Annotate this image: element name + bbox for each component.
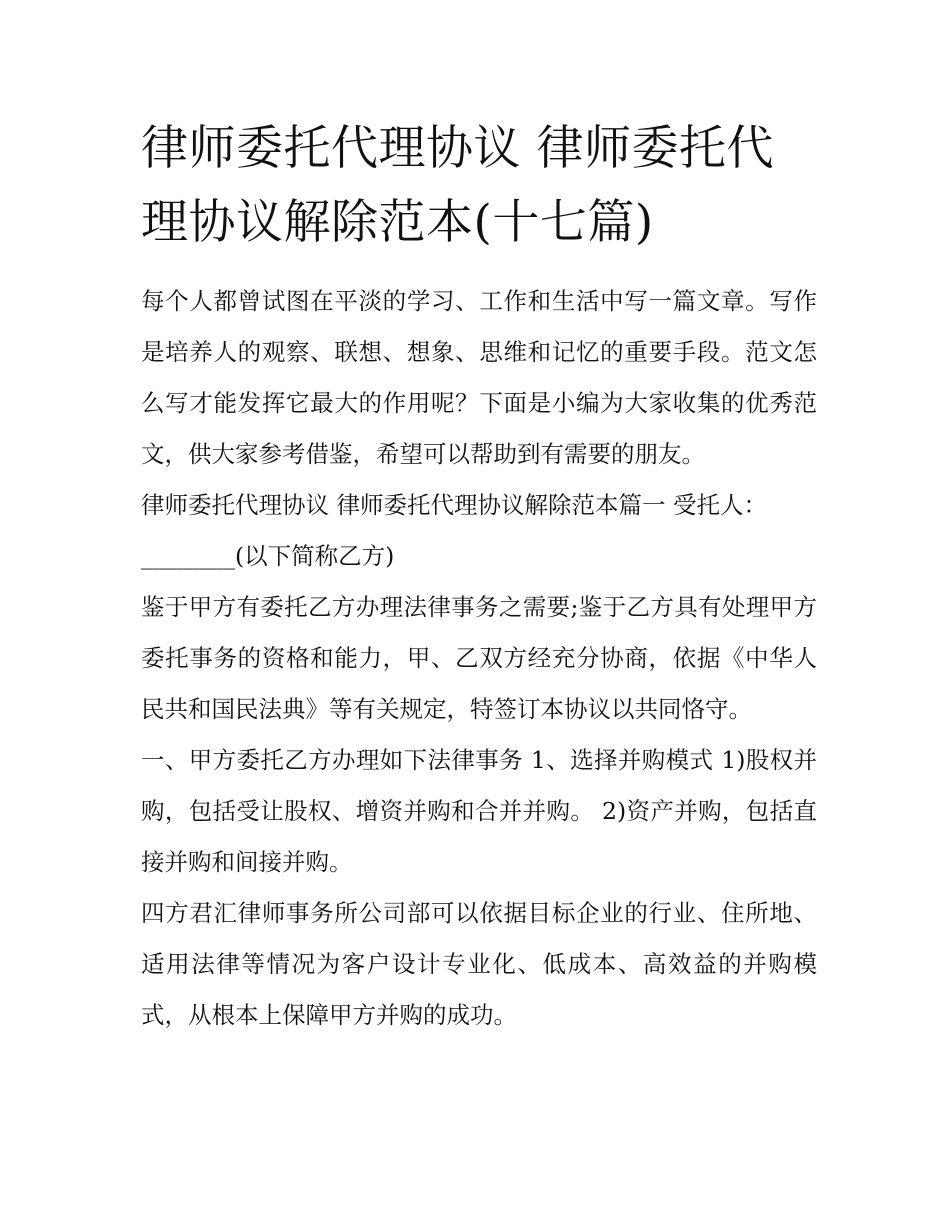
document-title: 律师委托代理协议 律师委托代理协议解除范本(十七篇): [141, 121, 774, 250]
section-heading-paragraph: 律师委托代理协议 律师委托代理协议解除范本篇一 受托人：: [141, 491, 767, 519]
document-page: [141, 112, 817, 1041]
recital-paragraph: 鉴于甲方有委托乙方办理法律事务之需要;鉴于乙方具有处理甲方委托事务的资格和能力，甲、乙双方经充分协商，依据《中华人民共和国民法典》等有关规定，特签订本协议以共同恪守。: [141, 593, 817, 723]
clause-one-paragraph: 一、甲方委托乙方办理如下法律事务 1、选择并购模式 1)股权并购，包括受让股权、增资并购和合并并购。 2)资产并购，包括直接并购和间接并购。: [141, 746, 817, 876]
firm-description-paragraph: 四方君汇律师事务所公司部可以依据目标企业的行业、住所地、适用法律等情况为客户设计专业化、低成本、高效益的并购模式，从根本上保障甲方并购的成功。: [141, 899, 817, 1029]
document-body: [141, 276, 817, 1041]
party-b-blank-line: ________(以下简称乙方): [141, 542, 395, 570]
intro-paragraph: 每个人都曾试图在平淡的学习、工作和生活中写一篇文章。写作是培养人的观察、联想、想象、思维和记忆的重要手段。范文怎么写才能发挥它最大的作用呢？下面是小编为大家收集的优秀范文，供大家参考借鉴，希望可以帮助到有需要的朋友。: [141, 287, 817, 468]
